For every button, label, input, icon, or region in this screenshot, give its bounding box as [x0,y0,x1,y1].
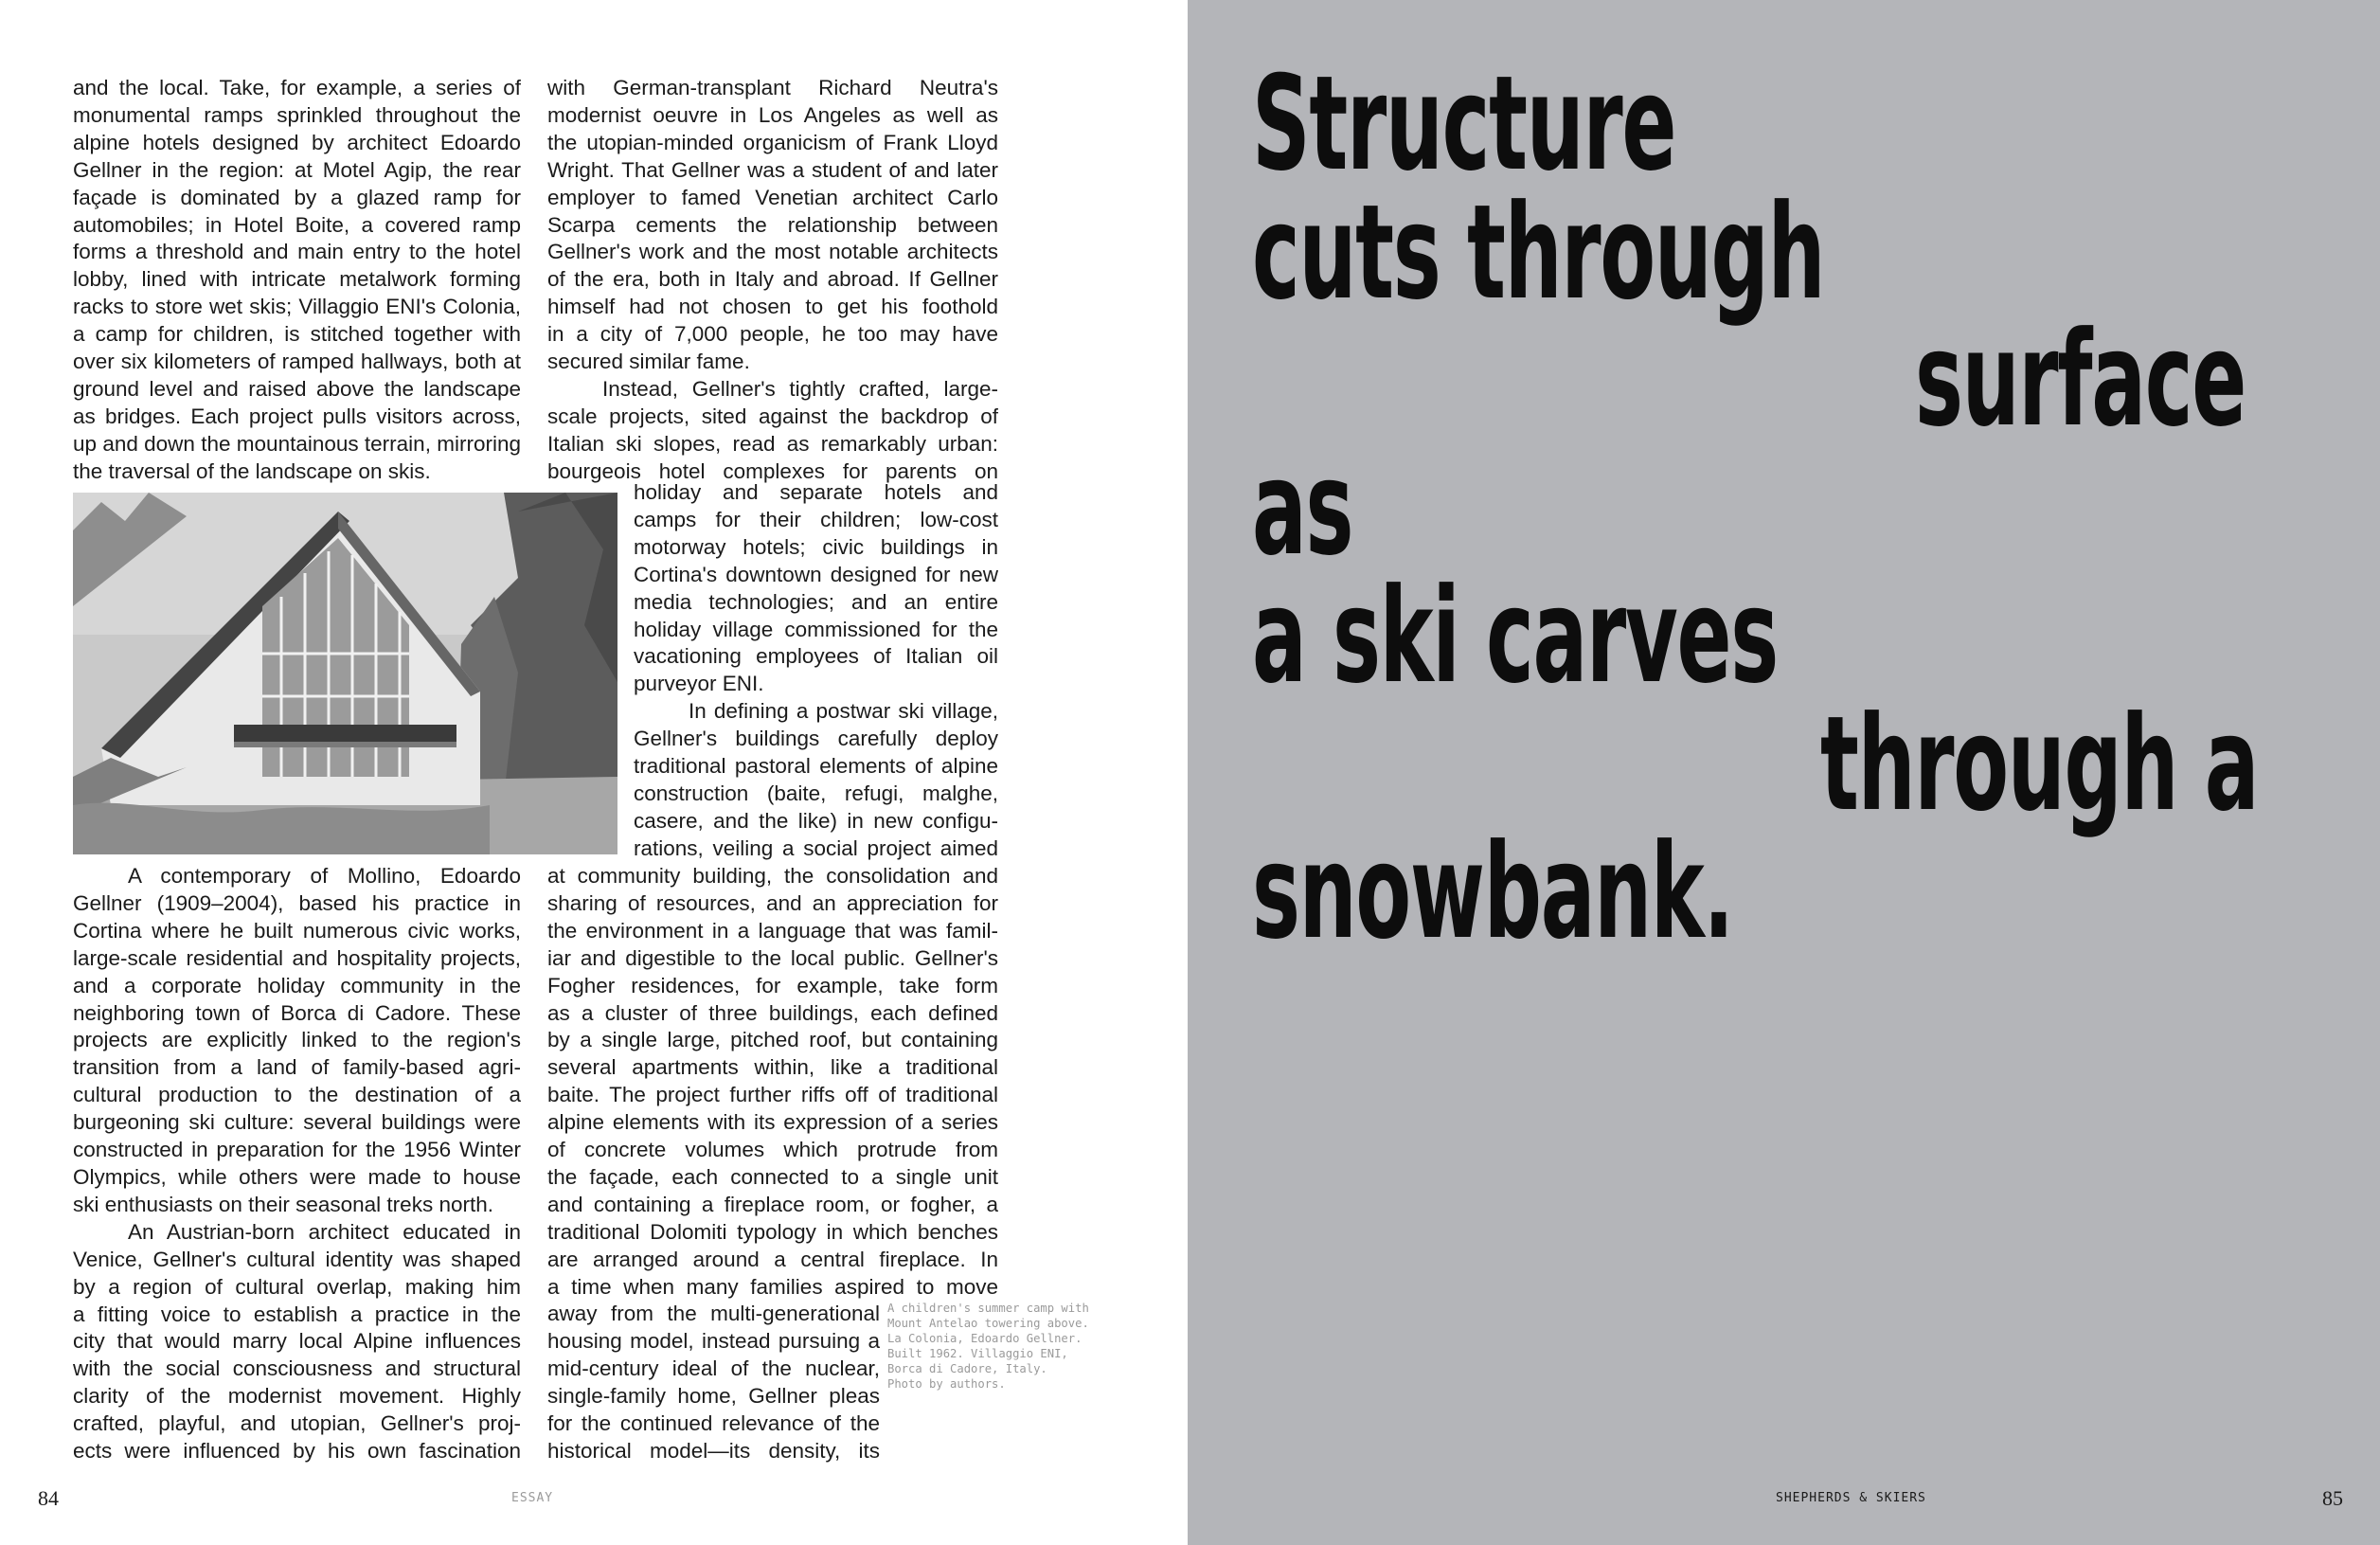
text-line: the façade, each connected to a single unit [547,1164,998,1189]
caption-line: Mount Antelao towering above. [887,1317,1089,1330]
text-line: forms a threshold and main entry to the hotel [73,240,521,264]
text-line: over six kilometers of ramped hallways, both at [73,350,521,374]
text-line: mid-century ideal of the nuclear, [547,1356,880,1380]
text-line: are arranged around a central fireplace. In [547,1247,998,1271]
text-line: alpine hotels designed by architect Edoardo [73,130,521,154]
text-line: transition from a land of family-based agri- [73,1055,521,1080]
text-line: away from the multi-generational [547,1302,880,1325]
column-2-wrap-around-photo [634,479,998,863]
text-line: automobiles; in Hotel Boite, a covered ramp [73,212,521,237]
text-line: for the continued relevance of the [547,1410,880,1435]
text-line: Venice, Gellner's cultural identity was shaped [73,1247,521,1271]
text-line: ground level and raised above the landscape [73,376,521,401]
text-line: himself had not chosen to get his foothold [547,295,998,319]
caption-line: Photo by authors. [887,1377,1006,1391]
text-line: Olympics, while others were made to house [73,1164,521,1189]
caption-line: Borca di Cadore, Italy. [887,1362,1047,1375]
text-line: with German-transplant Richard Neutra's [547,76,998,99]
text-line: clarity of the modernist movement. Highly [73,1384,521,1409]
pull-quote-line: as [1252,432,1353,584]
text-line: traditional pastoral elements of alpine [634,754,998,779]
text-line: alpine elements with its expression of a series [547,1110,998,1135]
text-line: Instead, Gellner's tightly crafted, large- [602,376,998,401]
text-line: crafted, playful, and utopian, Gellner's proj- [73,1411,521,1436]
text-line: with the social consciousness and structural [73,1356,521,1381]
caption-line: La Colonia, Edoardo Gellner. [887,1332,1083,1345]
text-line: façade is dominated by a glazed ramp for [73,185,521,209]
column-1-top [73,75,521,486]
text-line: construction (baite, refugi, malghe, [634,781,998,805]
column-2-top [547,75,998,486]
right-page [1188,0,2380,1545]
text-line: vacationing employees of Italian oil [634,644,998,669]
photo-caption [887,1301,1105,1392]
text-line: by a region of cultural overlap, making him [73,1274,521,1299]
text-line: purveyor ENI. [634,672,764,696]
pull-quote-line: cuts through [1252,176,1825,329]
text-line: In defining a postwar ski village, [689,699,998,724]
text-line: secured similar fame. [547,350,750,374]
text-line: housing model, instead pursuing a [547,1328,880,1353]
text-line: large-scale residential and hospitality projects, [73,945,521,970]
text-line: a time when many families aspired to move [547,1274,998,1299]
text-line: Gellner in the region: at Motel Agip, the rear [73,157,521,182]
text-line: sharing of resources, and an appreciation for [547,890,998,915]
text-line: modernist oeuvre in Los Angeles as well as [547,102,998,127]
text-line: Gellner's buildings carefully deploy [634,727,998,751]
pull-quote-line: surface [1915,303,2246,456]
left-page [0,0,1188,1545]
text-line: and a corporate holiday community in the [73,973,521,997]
pull-quote-line: Structure [1252,47,1676,200]
text-line: scale projects, sited against the backdrop of [547,404,998,428]
text-line: rations, veiling a social project aimed [634,835,998,860]
text-line: neighboring town of Borca di Cadore. These [73,1000,521,1025]
text-line: at community building, the consolidation and [547,864,998,888]
text-line: and the local. Take, for example, a series of [73,76,521,99]
column-2-bottom [547,863,998,1302]
text-line: city that would marry local Alpine influences [73,1329,521,1354]
text-line: Gellner (1909–2004), based his practice in [73,890,521,915]
text-line: Scarpa cements the relationship between [547,212,998,237]
text-line: iar and digestible to the local public. Gellner's [547,945,998,970]
running-head-right: SHEPHERDS & SKIERS [1776,1491,1926,1505]
text-line: the environment in a language that was famil- [547,918,998,943]
text-line: casere, and the like) in new configu- [634,808,998,833]
column-2-foot [547,1301,880,1464]
pull-quote-line: a ski carves [1252,560,1778,712]
text-line: single-family home, Gellner pleas [547,1383,880,1408]
page-number-right: 85 [2322,1486,2343,1510]
text-line: media technologies; and an entire [634,589,998,614]
text-line: projects are explicitly linked to the region's [73,1028,521,1052]
text-line: ects were influenced by his own fascination [73,1439,521,1464]
text-line: traditional Dolomiti typology in which benches [547,1219,998,1244]
text-line: motorway hotels; civic buildings in [634,534,998,559]
text-line: up and down the mountainous terrain, mirroring [73,431,521,456]
text-line: Wright. That Gellner was a student of and later [547,157,998,182]
text-line: An Austrian-born architect educated in [128,1219,521,1244]
text-line: constructed in preparation for the 1956 Winter [73,1138,521,1162]
text-line: of the era, both in Italy and abroad. If Gellner [547,267,998,292]
text-line: in a city of 7,000 people, he too may have [547,322,998,347]
text-line: Italian ski slopes, read as remarkably urban: [547,431,998,456]
caption-line: Built 1962. Villaggio ENI, [887,1347,1068,1360]
text-line: a camp for children, is stitched together with [73,322,521,347]
text-line: A contemporary of Mollino, Edoardo [128,864,521,888]
text-line: racks to store wet skis; Villaggio ENI's Colonia, [73,295,521,319]
text-line: several apartments within, like a traditional [547,1055,998,1080]
pull-quote-line: snowbank. [1252,816,1733,968]
text-line: and containing a fireplace room, or fogher, a [547,1192,998,1216]
pull-quote-line: through a [1820,688,2259,840]
text-line: historical model—its density, its [547,1438,880,1463]
text-line: holiday village commissioned for the [634,617,998,641]
column-1-bottom [73,863,521,1465]
text-line: of concrete volumes which protrude from [547,1138,998,1162]
text-line: baite. The project further riffs off of traditional [547,1083,998,1107]
text-line: ski enthusiasts on their seasonal treks north. [73,1192,493,1216]
text-line: Cortina where he built numerous civic works, [73,918,521,943]
text-line: burgeoning ski culture: several buildings were [73,1110,521,1135]
text-line: the utopian-minded organicism of Frank Lloyd [547,130,998,154]
text-line: bourgeois hotel complexes for parents on [547,458,998,483]
text-line: as a cluster of three buildings, each defined [547,1000,998,1025]
text-line: Gellner's work and the most notable architects [547,240,998,264]
text-line: cultural production to the destination of a [73,1083,521,1107]
text-line: camps for their children; low-cost [634,507,998,531]
page-number-left: 84 [38,1486,59,1510]
text-line: monumental ramps sprinkled throughout the [73,102,521,127]
caption-line: A children's summer camp with [887,1302,1089,1315]
text-line: employer to famed Venetian architect Carlo [547,185,998,209]
text-line: by a single large, pitched roof, but containing [547,1028,998,1052]
text-line: Fogher residences, for example, take form [547,973,998,997]
text-line: lobby, lined with intricate metalwork forming [73,267,521,292]
running-head-left: ESSAY [511,1491,554,1505]
text-line: the traversal of the landscape on skis. [73,458,431,483]
building-photo [73,493,617,854]
text-line: a fitting voice to establish a practice in the [73,1302,521,1326]
text-line: holiday and separate hotels and [634,480,998,504]
text-line: as bridges. Each project pulls visitors across, [73,404,521,428]
text-line: Cortina's downtown designed for new [634,562,998,586]
